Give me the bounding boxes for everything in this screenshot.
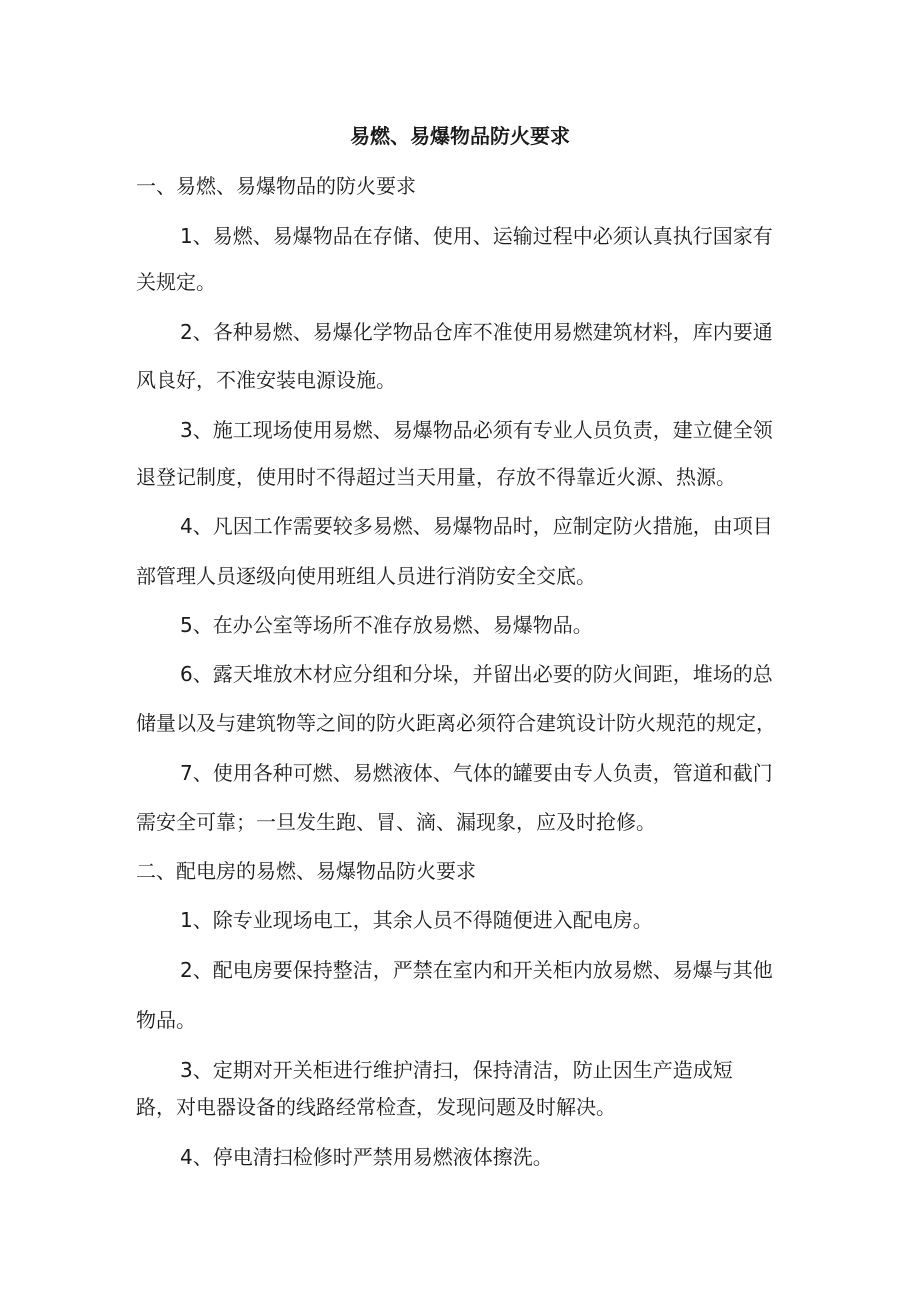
- section-1-item-4: 4、凡因工作需要较多易燃、易爆物品时，应制定防火措施，由项目: [180, 514, 773, 538]
- section-1-item-6-cont: 储量以及与建筑物等之间的防火距离必须符合建筑设计防火规范的规定，: [136, 711, 776, 735]
- section-2-item-2: 2、配电房要保持整洁，严禁在室内和开关柜内放易燃、易爆与其他: [180, 958, 773, 982]
- section-1-item-4-cont: 部管理人员逐级向使用班组人员进行消防安全交底。: [136, 564, 596, 588]
- section-1-item-3-cont: 退登记制度，使用时不得超过当天用量，存放不得靠近火源、热源。: [136, 465, 736, 489]
- section-1-heading: 一、易燃、易爆物品的防火要求: [136, 174, 416, 198]
- section-2-item-3: 3、定期对开关柜进行维护清扫，保持清洁，防止因生产造成短: [180, 1058, 733, 1082]
- section-1-item-7-cont: 需安全可靠；一旦发生跑、冒、滴、漏现象，应及时抢修。: [136, 810, 656, 834]
- section-1-item-7: 7、使用各种可燃、易燃液体、气体的罐要由专人负责，管道和截门: [180, 761, 773, 785]
- section-1-item-1-cont: 关规定。: [136, 270, 216, 294]
- section-2-item-3-cont: 路，对电器设备的线路经常检查，发现问题及时解决。: [136, 1095, 616, 1119]
- section-1-item-2: 2、各种易燃、易爆化学物品仓库不准使用易燃建筑材料，库内要通: [180, 320, 773, 344]
- document-title: 易燃、易爆物品防火要求: [350, 124, 570, 148]
- section-2-item-4: 4、停电清扫检修时严禁用易燃液体擦洗。: [180, 1145, 553, 1169]
- section-1-item-2-cont: 风良好，不准安装电源设施。: [136, 368, 396, 392]
- section-1-item-3: 3、施工现场使用易燃、易爆物品必须有专业人员负责，建立健全领: [180, 418, 773, 442]
- section-1-item-1: 1、易燃、易爆物品在存储、使用、运输过程中必须认真执行国家有: [180, 224, 773, 248]
- section-2-item-1: 1、除专业现场电工，其余人员不得随便进入配电房。: [180, 908, 653, 932]
- section-1-item-6: 6、露天堆放木材应分组和分垛，并留出必要的防火间距，堆场的总: [180, 662, 773, 686]
- section-1-item-5: 5、在办公室等场所不准存放易燃、易爆物品。: [180, 613, 593, 637]
- section-2-heading: 二、配电房的易燃、易爆物品防火要求: [136, 859, 476, 883]
- section-2-item-2-cont: 物品。: [136, 1008, 196, 1032]
